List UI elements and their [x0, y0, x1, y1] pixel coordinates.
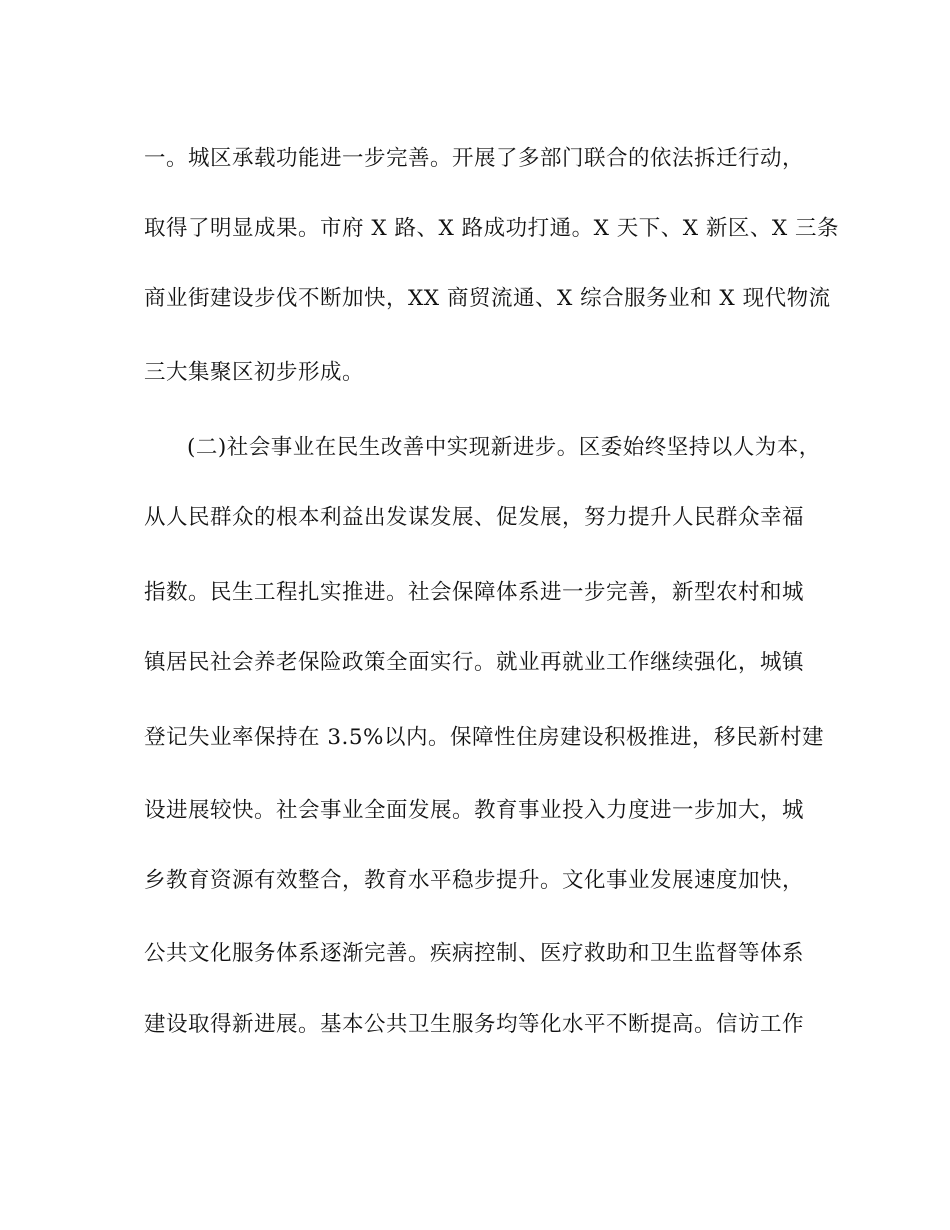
paragraph-line: 乡教育资源有效整合，教育水平稳步提升。文化事业发展速度加快，	[144, 868, 805, 893]
paragraph-line: 取得了明显成果。市府 X 路、X 路成功打通。X 天下、X 新区、X 三条	[144, 216, 840, 241]
paragraph-line: 镇居民社会养老保险政策全面实行。就业再就业工作继续强化，城镇	[144, 650, 805, 675]
paragraph-line: 一。城区承载功能进一步完善。开展了多部门联合的依法拆迁行动，	[144, 146, 805, 171]
paragraph-line: 设进展较快。社会事业全面发展。教育事业投入力度进一步加大，城	[144, 798, 805, 823]
section-heading-line: (二)社会事业在民生改善中实现新进步。区委始终坚持以人为本，	[187, 435, 821, 460]
paragraph-line: 建设取得新进展。基本公共卫生服务均等化水平不断提高。信访工作	[144, 1012, 805, 1037]
paragraph-line: 从人民群众的根本利益出发谋发展、促发展，努力提升人民群众幸福	[144, 505, 805, 530]
paragraph-line: 登记失业率保持在 3.5%以内。保障性住房建设积极推进，移民新村建	[144, 725, 824, 750]
paragraph-line: 三大集聚区初步形成。	[144, 360, 365, 385]
paragraph-line: 指数。民生工程扎实推进。社会保障体系进一步完善，新型农村和城	[144, 580, 805, 605]
paragraph-line: 商业街建设步伐不断加快，XX 商贸流通、X 综合服务业和 X 现代物流	[144, 286, 831, 311]
paragraph-line: 公共文化服务体系逐渐完善。疾病控制、医疗救助和卫生监督等体系	[144, 941, 805, 966]
